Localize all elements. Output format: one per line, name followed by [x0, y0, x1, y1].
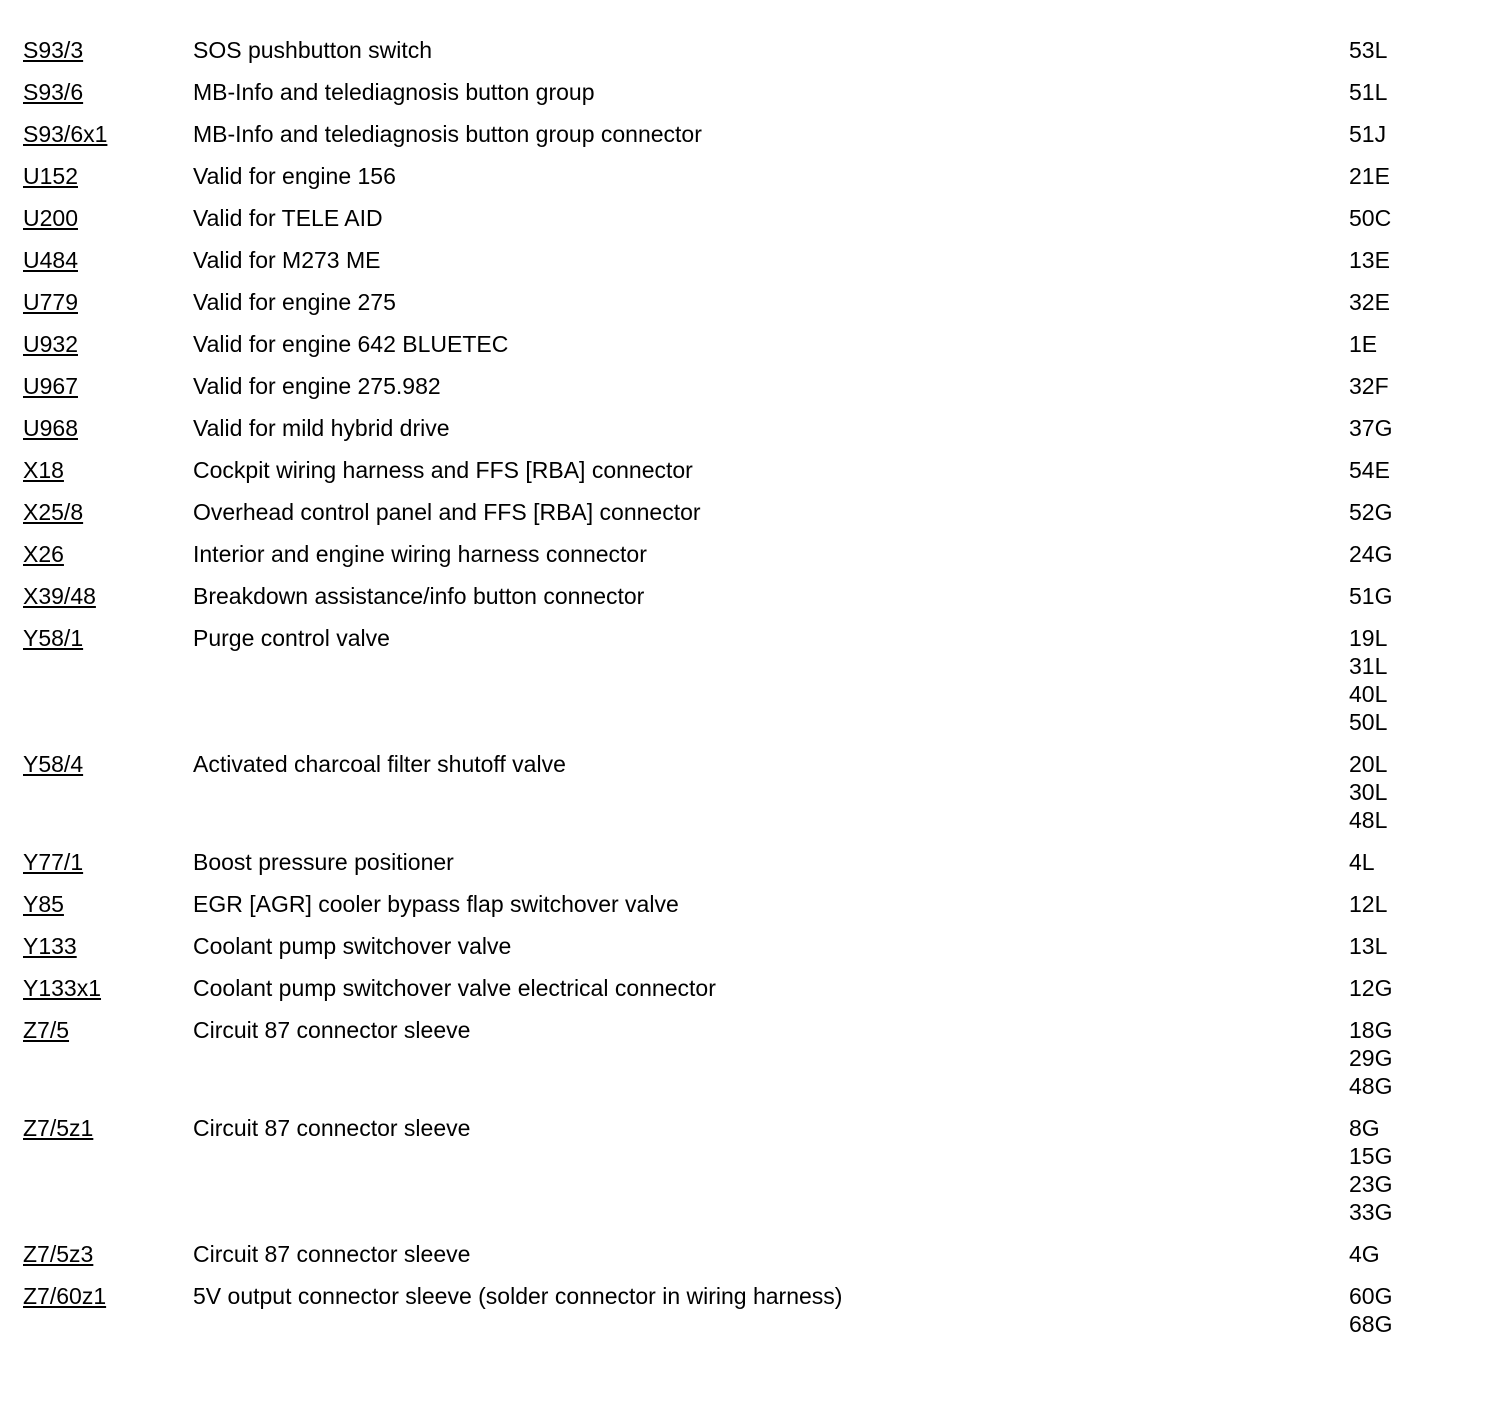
component-description: Circuit 87 connector sleeve — [193, 1115, 471, 1141]
legend-row — [23, 498, 1483, 526]
component-code-link[interactable]: Y133x1 — [23, 975, 102, 1001]
grid-reference-cell — [1349, 78, 1483, 106]
component-description: EGR [AGR] cooler bypass flap switchover valve — [193, 891, 679, 917]
grid-reference-cell — [1349, 932, 1483, 960]
component-code-cell — [23, 974, 193, 1002]
grid-reference-cell — [1349, 1240, 1483, 1268]
component-code-link[interactable]: S93/3 — [23, 37, 84, 63]
grid-reference: 12L — [1349, 891, 1388, 917]
grid-reference: 51J — [1349, 121, 1387, 147]
component-code-cell — [23, 330, 193, 358]
grid-reference: 52G — [1349, 499, 1393, 525]
component-code-link[interactable]: Z7/60z1 — [23, 1283, 107, 1309]
legend-row — [23, 1282, 1483, 1338]
component-code-cell — [23, 78, 193, 106]
grid-reference: 32E — [1349, 289, 1390, 315]
component-code-cell — [23, 582, 193, 610]
component-description: Valid for engine 275 — [193, 289, 396, 315]
legend-row — [23, 1114, 1483, 1226]
component-description: Valid for engine 156 — [193, 163, 396, 189]
component-code-cell — [23, 372, 193, 400]
component-code-cell — [23, 932, 193, 960]
grid-reference-cell — [1349, 36, 1483, 64]
component-code-link[interactable]: U968 — [23, 415, 78, 441]
component-code-link[interactable]: S93/6x1 — [23, 121, 108, 147]
grid-reference: 33G — [1349, 1199, 1393, 1225]
legend-row — [23, 932, 1483, 960]
component-code-link[interactable]: X18 — [23, 457, 64, 483]
component-legend-table — [23, 36, 1483, 1352]
grid-reference-cell — [1349, 540, 1483, 568]
grid-reference: 31L — [1349, 653, 1388, 679]
legend-row — [23, 204, 1483, 232]
component-code-link[interactable]: Z7/5 — [23, 1017, 70, 1043]
component-code-link[interactable]: S93/6 — [23, 79, 84, 105]
legend-row — [23, 456, 1483, 484]
component-code-link[interactable]: X26 — [23, 541, 64, 567]
component-code-link[interactable]: Y58/1 — [23, 625, 84, 651]
legend-row — [23, 246, 1483, 274]
component-code-link[interactable]: U932 — [23, 331, 78, 357]
component-description: Interior and engine wiring harness connector — [193, 541, 647, 567]
component-code-cell — [23, 246, 193, 274]
grid-reference: 50L — [1349, 709, 1388, 735]
grid-reference-cell — [1349, 372, 1483, 400]
grid-reference-cell — [1349, 890, 1483, 918]
grid-reference-cell — [1349, 1282, 1483, 1338]
component-code-link[interactable]: X25/8 — [23, 499, 84, 525]
component-description: SOS pushbutton switch — [193, 37, 433, 63]
component-code-cell — [23, 1114, 193, 1142]
component-code-cell — [23, 204, 193, 232]
grid-reference: 23G — [1349, 1171, 1393, 1197]
component-code-link[interactable]: U200 — [23, 205, 78, 231]
component-code-link[interactable]: Y58/4 — [23, 751, 84, 777]
grid-reference: 4G — [1349, 1241, 1380, 1267]
legend-row — [23, 582, 1483, 610]
component-code-cell — [23, 162, 193, 190]
component-code-cell — [23, 890, 193, 918]
grid-reference-cell — [1349, 1016, 1483, 1100]
component-description: Cockpit wiring harness and FFS [RBA] connector — [193, 457, 693, 483]
grid-reference: 15G — [1349, 1143, 1393, 1169]
component-code-cell — [23, 498, 193, 526]
grid-reference-cell — [1349, 288, 1483, 316]
component-code-cell — [23, 456, 193, 484]
component-description: Activated charcoal filter shutoff valve — [193, 751, 566, 777]
grid-reference: 30L — [1349, 779, 1388, 805]
component-description: MB-Info and telediagnosis button group connector — [193, 121, 702, 147]
legend-row — [23, 372, 1483, 400]
component-code-cell — [23, 750, 193, 778]
grid-reference-cell — [1349, 582, 1483, 610]
legend-row — [23, 414, 1483, 442]
grid-reference-cell — [1349, 624, 1483, 736]
component-description: Overhead control panel and FFS [RBA] connector — [193, 499, 701, 525]
component-description: Valid for mild hybrid drive — [193, 415, 450, 441]
component-code-cell — [23, 288, 193, 316]
grid-reference: 4L — [1349, 849, 1375, 875]
grid-reference: 51G — [1349, 583, 1393, 609]
grid-reference: 21E — [1349, 163, 1390, 189]
grid-reference-cell — [1349, 974, 1483, 1002]
legend-row — [23, 1016, 1483, 1100]
grid-reference: 68G — [1349, 1311, 1393, 1337]
component-code-cell — [23, 1282, 193, 1310]
component-code-link[interactable]: Y133 — [23, 933, 77, 959]
component-code-cell — [23, 624, 193, 652]
component-code-cell — [23, 848, 193, 876]
grid-reference-cell — [1349, 204, 1483, 232]
legend-row — [23, 330, 1483, 358]
component-code-link[interactable]: Y77/1 — [23, 849, 84, 875]
component-code-cell — [23, 1016, 193, 1044]
component-code-link[interactable]: U152 — [23, 163, 78, 189]
legend-row — [23, 162, 1483, 190]
component-description: Valid for M273 ME — [193, 247, 381, 273]
grid-reference: 48L — [1349, 807, 1388, 833]
component-description: Coolant pump switchover valve — [193, 933, 512, 959]
grid-reference: 18G — [1349, 1017, 1393, 1043]
component-code-cell — [23, 36, 193, 64]
grid-reference: 13L — [1349, 933, 1388, 959]
legend-row — [23, 750, 1483, 834]
component-description: Coolant pump switchover valve electrical connector — [193, 975, 716, 1001]
component-code-cell — [23, 1240, 193, 1268]
legend-row — [23, 36, 1483, 64]
legend-row — [23, 288, 1483, 316]
grid-reference: 24G — [1349, 541, 1393, 567]
component-description: Valid for TELE AID — [193, 205, 383, 231]
grid-reference: 51L — [1349, 79, 1388, 105]
grid-reference-cell — [1349, 750, 1483, 834]
component-description: Circuit 87 connector sleeve — [193, 1017, 471, 1043]
component-code-link[interactable]: U779 — [23, 289, 78, 315]
grid-reference-cell — [1349, 414, 1483, 442]
grid-reference: 29G — [1349, 1045, 1393, 1071]
legend-row — [23, 624, 1483, 736]
legend-row — [23, 540, 1483, 568]
component-code-link[interactable]: U484 — [23, 247, 78, 273]
grid-reference: 1E — [1349, 331, 1378, 357]
grid-reference: 50C — [1349, 205, 1392, 231]
component-description: Valid for engine 275.982 — [193, 373, 441, 399]
grid-reference: 37G — [1349, 415, 1393, 441]
legend-row — [23, 78, 1483, 106]
grid-reference: 12G — [1349, 975, 1393, 1001]
grid-reference-cell — [1349, 498, 1483, 526]
legend-row — [23, 848, 1483, 876]
grid-reference: 54E — [1349, 457, 1390, 483]
grid-reference: 19L — [1349, 625, 1388, 651]
grid-reference: 13E — [1349, 247, 1390, 273]
component-description: Purge control valve — [193, 625, 390, 651]
grid-reference: 20L — [1349, 751, 1388, 777]
component-description: Breakdown assistance/info button connector — [193, 583, 645, 609]
grid-reference: 53L — [1349, 37, 1388, 63]
component-code-cell — [23, 120, 193, 148]
component-code-cell — [23, 414, 193, 442]
component-code-link[interactable]: Y85 — [23, 891, 64, 917]
legend-row — [23, 120, 1483, 148]
grid-reference-cell — [1349, 456, 1483, 484]
component-description: Boost pressure positioner — [193, 849, 454, 875]
grid-reference-cell — [1349, 162, 1483, 190]
component-code-cell — [23, 540, 193, 568]
grid-reference-cell — [1349, 848, 1483, 876]
legend-row — [23, 890, 1483, 918]
grid-reference: 32F — [1349, 373, 1389, 399]
grid-reference: 60G — [1349, 1283, 1393, 1309]
grid-reference-cell — [1349, 330, 1483, 358]
component-code-link[interactable]: U967 — [23, 373, 78, 399]
component-code-link[interactable]: Z7/5z3 — [23, 1241, 94, 1267]
component-description: 5V output connector sleeve (solder connector in wiring harness) — [193, 1283, 843, 1309]
legend-row — [23, 974, 1483, 1002]
component-description: Circuit 87 connector sleeve — [193, 1241, 471, 1267]
legend-row — [23, 1240, 1483, 1268]
component-description: Valid for engine 642 BLUETEC — [193, 331, 509, 357]
grid-reference-cell — [1349, 120, 1483, 148]
component-code-link[interactable]: X39/48 — [23, 583, 96, 609]
grid-reference: 40L — [1349, 681, 1388, 707]
component-description: MB-Info and telediagnosis button group — [193, 79, 595, 105]
grid-reference: 48G — [1349, 1073, 1393, 1099]
grid-reference: 8G — [1349, 1115, 1380, 1141]
grid-reference-cell — [1349, 1114, 1483, 1226]
component-code-link[interactable]: Z7/5z1 — [23, 1115, 94, 1141]
grid-reference-cell — [1349, 246, 1483, 274]
